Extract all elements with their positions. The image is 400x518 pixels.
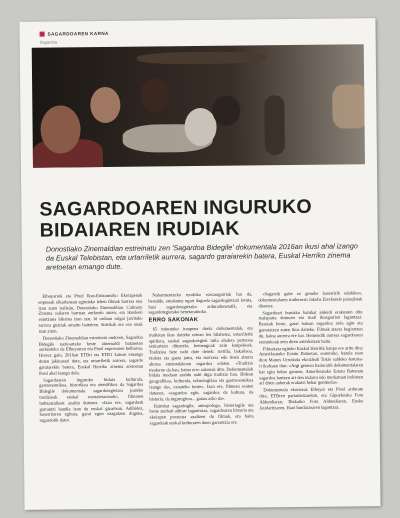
article-paragraph: 65 minutuko iraupena duela dokumentalak, eta irudietan ikus daiteke urtean leu hilabetez, urtarriletik apirilera, euskal sagardotegiek mila ahalera pertsona erakartzen dituztela, hemengoak zein kanpokoak. Tradizioa bete nahi dute denek: tortilla, bakailaoa, txuleta eta gazta jatea, eta txotxera edo tinen aburra ahotsa entzundakoan sagardoa edaten. «Tradizio moderno da hau, baina erro sakonak ditu. Dokumentalak bidaia moduan azaldu nahi digu tradizio hau. Bidean geografikoa, kulturala, teknologikoa eta gastronomikoa izango da», eznateko beste». Izan ere, filmean esaten dutenez, «sagardoa egin, sagardoa da kultura, da historia, da ingurugiroa... gauza asko da». — [148, 325, 254, 402]
subsection-label: Sagardoa — [39, 39, 58, 45]
headline-line-2: BIDAIAREN IRUDIAK — [39, 217, 240, 242]
section-tag — [40, 31, 109, 37]
article-paragraph: Haimbat sagardogile, antropologo, historiagile eta beste zenbait aditurr lagunturaz, sagardoaren historia eta ekoizpen prozesua azaltzen du filmak, eta baita sagardoak euskal kulturaren duen garrantzia ere. — [149, 401, 254, 426]
article-paragraph: Dokumentala ekoizteaz Elbuyar eta Pixel arduratu dira, ETBren partaidetzarekin, eta Gipuzkoako Foru Aldundiaren, Bizkaiko Foru Aldundiaren, Eusko Jaurlaritzaren, Hazi fundazioaren laguntzaz. — [259, 386, 364, 411]
article-paragraph: Filmaketa egiteko Euskal Herritik kanpo ere aritu dira; Amerikeatako Estatu Batuetan, esaterako, bazela esan dion Manex Urrutzola ekoizleak Tokio saldeko Asturia-ri ikaleaen ilun: «Argi genuen hasieratik dokumentalaren bat egin behar genuen, Amerikeatako Estatu Batuetan sagardoa hartzen ari den indarra edo merkatuan irekitzen ari diren aukerak erakutsi behar genituela». — [258, 344, 364, 386]
article-paragraph: Elbuyarrek eta Pixel Ikus-Entzunezko Ekoizpenak enpresak elkarlanean egindako lehen filmak harrera ona izan zuen iraileán, Donostiako Zinemaldian. Culinary Zinema sailaren barruan aurkeztu zuten, eta ikusleen erantzuna bikaina izan zen, bi orduan salgai jarritako sarrera guztiak amaitu baitziren. Kritikak ere oso onak izan ziren. — [38, 292, 143, 334]
article-photo — [32, 44, 365, 167]
magazine-page — [19, 18, 380, 510]
text-column-2 — [148, 291, 253, 427]
article-paragraph: Sagardoaren inguruko bidaia kulturala, gastronomikoa, historikoa eta zientifikoa da Sagardoa Bidegile dokumentala. sagardotegietara joateko tradizioak euskal sustraietaranoko, filmaren bultzatzaileek azaldu dutenez. «Izan ere, sagardoak garrantzi handia izan du euskal gizartean. Adibidez, baserritaren egitura, garai egun ezagutzen duguna, sagardotik dator. — [39, 376, 144, 423]
headline-line-1: SAGARDOAREN INGURUKO — [39, 195, 313, 221]
section-label: SAGARDOAREN KARNA — [47, 30, 109, 37]
article-paragraph: Nabarmentzeko moduko ezezaugarriak bat da, bestalde, emakume ugari dagoela sagardogintzari lotuta, hasi sagardotegietako arduradunetatik, eta sagardotegietako benetarainoko. — [148, 291, 253, 315]
article-paragraph: Donostiako Zinemaldian estreinatu ondoren, Sagardoa Bidegile nazioarteko beste zinemaldi batzuetan aurkezteko da Elbuyarren eta Pixel enpresaren helburua. Horrez gain, 2016an ETBri eta ETB1 katean emango duten jakinarazi dute, eta urtarriletik aurrera, sagardo garaiarekin batera, Euskal Herriko zinema aretoetan ikusi ahal izango dela. — [38, 334, 144, 376]
section-subheading: ERRO SAKONAK — [148, 317, 199, 324]
article-headline — [39, 196, 359, 241]
article-paragraph: Sagardoari buruzko hainbat alderdi erakusten ditu txalaparta doinuen eta irudi ikusgarrien laguntzaz. Besteak beste, garai batean sagardoa nola egin eta garraiatzen zuten ikus daiteke. Filmak atzera begiratzen du, baina aurrera ere bai. Hemendik aurrera sagardoaren eremukoak zein diren azterketzen baitu. — [258, 308, 363, 344]
article-paragraph: «Sagarrik gabe ez genuke baserririk edukiko», dokumentalaren trailerrean Jakoba Errekondo paisajistak dioenez. — [258, 290, 363, 308]
section-square-icon — [40, 32, 45, 37]
article-lead: Donostiako Zinemaldian estreinatu zen 'Sagardoa Bidegile' dokumentala 2016an ikusi ahal izango da Euskal Telebistan, eta urtarriletik aurrera, sagardo garaiarekin batera, Euskal Herriko zinema aretoetan emango dute. — [45, 241, 358, 273]
text-column-3 — [258, 290, 363, 412]
text-column-1 — [38, 293, 143, 425]
